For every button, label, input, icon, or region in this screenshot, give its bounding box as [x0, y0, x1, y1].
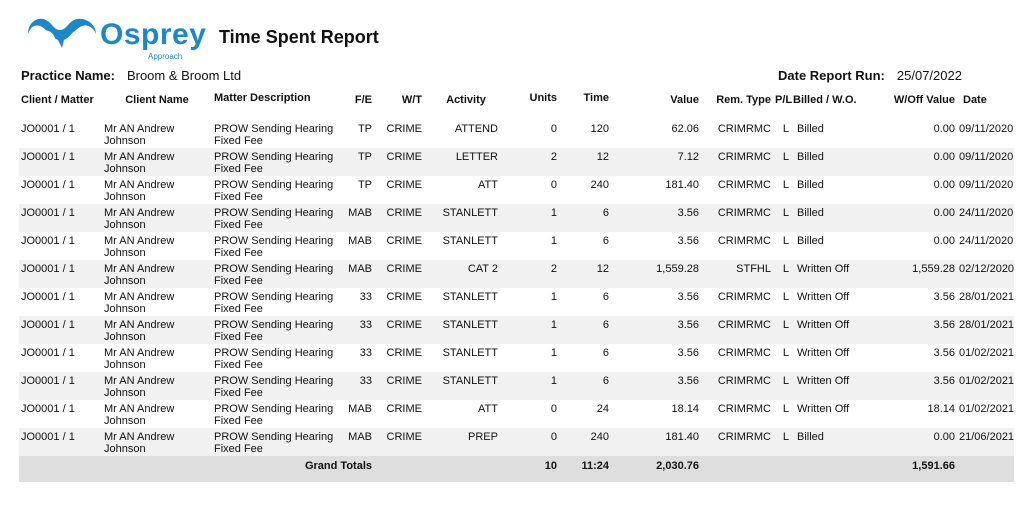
- cell-fe: 33: [359, 347, 372, 359]
- cell-rem-type: CRIMRMC: [701, 428, 773, 456]
- total-woff-value: 1,591.66: [873, 456, 957, 482]
- cell-time: 6: [602, 235, 609, 247]
- cell-billed-wo: Billed: [797, 235, 824, 247]
- cell-matter-description: PROW Sending Hearing Fixed Fee: [214, 179, 334, 203]
- cell-date: 01/02/2021: [957, 372, 1014, 400]
- cell-date: 09/11/2020: [959, 123, 1014, 135]
- logo-subtext: Approach: [148, 52, 183, 61]
- cell-pl: L: [773, 148, 791, 176]
- cell-activity: STANLETT: [424, 372, 508, 400]
- cell-fe: 33: [338, 316, 374, 344]
- cell-value: 181.40: [665, 179, 699, 191]
- cell-pl: L: [782, 123, 789, 135]
- cell-client-name: Mr AN Andrew Johnson: [102, 372, 212, 400]
- cell-pl: L: [773, 428, 791, 456]
- cell-value: 62.06: [671, 123, 699, 135]
- cell-wt: CRIME: [386, 123, 422, 135]
- cell-rem-type: CRIMRMC: [717, 235, 771, 247]
- col-date: Date: [963, 94, 987, 106]
- cell-client-matter: JO0001 / 1: [21, 235, 75, 247]
- cell-client-matter: JO0001 / 1: [19, 428, 102, 456]
- cell-time: 12: [559, 148, 611, 176]
- cell-matter-description: PROW Sending Hearing Fixed Fee: [214, 291, 334, 315]
- cell-fe: MAB: [338, 260, 374, 288]
- cell-billed-wo: Billed: [797, 123, 824, 135]
- cell-wt: CRIME: [386, 403, 422, 415]
- cell-client-name: Mr AN Andrew Johnson: [104, 291, 175, 315]
- cell-woff-value: 0.00: [873, 428, 957, 456]
- cell-billed-wo: Written Off: [791, 260, 873, 288]
- cell-client-name: Mr AN Andrew Johnson: [102, 260, 212, 288]
- table-row: [19, 260, 1014, 288]
- cell-wt: CRIME: [374, 372, 424, 400]
- cell-date: 24/11/2020: [959, 235, 1014, 247]
- cell-date: 21/06/2021: [957, 428, 1014, 456]
- cell-fe: MAB: [348, 403, 372, 415]
- date-report-run-value: 25/07/2022: [896, 68, 962, 83]
- cell-rem-type: CRIMRMC: [717, 179, 771, 191]
- practice-name-value: Broom & Broom Ltd: [126, 68, 242, 83]
- cell-client-name: Mr AN Andrew Johnson: [104, 347, 175, 371]
- col-client-name: Client Name: [125, 94, 189, 106]
- date-report-run-label: Date Report Run:: [778, 68, 885, 83]
- cell-matter-description: PROW Sending Hearing Fixed Fee: [214, 403, 334, 427]
- col-fe: F/E: [354, 94, 372, 106]
- table-row: [19, 288, 1014, 316]
- cell-time: 6: [559, 316, 611, 344]
- cell-client-matter: JO0001 / 1: [21, 347, 75, 359]
- cell-matter-description: PROW Sending Hearing Fixed Fee: [212, 204, 338, 232]
- cell-units: 0: [550, 123, 557, 135]
- cell-client-name: Mr AN Andrew Johnson: [104, 403, 175, 427]
- cell-fe: TP: [357, 179, 372, 191]
- osprey-logo: [24, 12, 224, 62]
- cell-activity: STANLETT: [442, 291, 498, 303]
- cell-wt: CRIME: [374, 316, 424, 344]
- cell-wt: CRIME: [374, 148, 424, 176]
- cell-matter-description: PROW Sending Hearing Fixed Fee: [212, 428, 338, 456]
- cell-wt: CRIME: [374, 428, 424, 456]
- cell-value: 3.56: [677, 235, 699, 247]
- cell-time: 120: [590, 123, 609, 135]
- cell-date: 09/11/2020: [957, 148, 1014, 176]
- cell-rem-type: STFHL: [701, 260, 773, 288]
- cell-woff-value: 1,559.28: [873, 260, 957, 288]
- cell-time: 12: [559, 260, 611, 288]
- cell-woff-value: 0.00: [873, 148, 957, 176]
- date-report-run: [778, 68, 962, 83]
- cell-wt: CRIME: [374, 260, 424, 288]
- cell-date: 01/02/2021: [959, 347, 1014, 359]
- table-row: [19, 316, 1014, 344]
- table-row: [19, 344, 1014, 372]
- cell-units: 1: [550, 235, 557, 247]
- cell-date: 09/11/2020: [959, 179, 1014, 191]
- cell-client-name: Mr AN Andrew Johnson: [102, 428, 212, 456]
- cell-client-matter: JO0001 / 1: [19, 316, 102, 344]
- time-spent-table: [19, 90, 1014, 482]
- cell-woff-value: 3.56: [873, 372, 957, 400]
- cell-rem-type: CRIMRMC: [701, 204, 773, 232]
- cell-activity: PREP: [424, 428, 508, 456]
- cell-value: 3.56: [677, 291, 699, 303]
- col-wt: W/T: [401, 94, 422, 106]
- cell-client-name: Mr AN Andrew Johnson: [102, 148, 212, 176]
- cell-matter-description: PROW Sending Hearing Fixed Fee: [214, 235, 334, 259]
- cell-time: 240: [590, 179, 609, 191]
- table-row: [19, 428, 1014, 456]
- cell-client-name: Mr AN Andrew Johnson: [102, 316, 212, 344]
- cell-date: 28/01/2021: [959, 291, 1014, 303]
- cell-time: 6: [559, 372, 611, 400]
- cell-client-name: Mr AN Andrew Johnson: [104, 179, 175, 203]
- cell-client-matter: JO0001 / 1: [19, 260, 102, 288]
- cell-woff-value: 3.56: [873, 316, 957, 344]
- cell-value: 7.12: [611, 148, 701, 176]
- cell-rem-type: CRIMRMC: [701, 316, 773, 344]
- practice-name: [21, 68, 241, 83]
- cell-client-name: Mr AN Andrew Johnson: [104, 235, 175, 259]
- cell-billed-wo: Written Off: [797, 347, 850, 359]
- cell-wt: CRIME: [374, 204, 424, 232]
- cell-date: 02/12/2020: [957, 260, 1014, 288]
- cell-woff-value: 0.00: [933, 235, 955, 247]
- cell-activity: CAT 2: [424, 260, 508, 288]
- table-header-row: [19, 90, 1014, 120]
- cell-matter-description: PROW Sending Hearing Fixed Fee: [214, 347, 334, 371]
- cell-fe: 33: [338, 372, 374, 400]
- grand-totals-row: [19, 456, 1014, 482]
- cell-rem-type: CRIMRMC: [701, 372, 773, 400]
- cell-fe: 33: [359, 291, 372, 303]
- table-row: [19, 120, 1014, 148]
- cell-billed-wo: Billed: [797, 179, 824, 191]
- cell-time: 240: [559, 428, 611, 456]
- cell-activity: ATT: [478, 403, 498, 415]
- cell-billed-wo: Billed: [791, 428, 873, 456]
- cell-activity: LETTER: [424, 148, 508, 176]
- cell-woff-value: 0.00: [933, 179, 955, 191]
- cell-woff-value: 3.56: [933, 347, 955, 359]
- cell-value: 3.56: [677, 347, 699, 359]
- osprey-bird-icon: [24, 12, 100, 52]
- cell-billed-wo: Written Off: [791, 316, 873, 344]
- cell-rem-type: CRIMRMC: [717, 123, 771, 135]
- cell-billed-wo: Billed: [791, 204, 873, 232]
- cell-units: 1: [550, 291, 557, 303]
- cell-units: 1: [508, 316, 559, 344]
- cell-fe: MAB: [348, 235, 372, 247]
- cell-value: 1,559.28: [611, 260, 701, 288]
- cell-wt: CRIME: [386, 179, 422, 191]
- col-activity: Activity: [446, 94, 486, 106]
- col-time: Time: [583, 92, 609, 104]
- col-pl: P/L: [775, 94, 793, 106]
- cell-units: 0: [550, 179, 557, 191]
- cell-value: 3.56: [611, 316, 701, 344]
- cell-time: 6: [602, 291, 609, 303]
- cell-units: 0: [550, 403, 557, 415]
- cell-client-matter: JO0001 / 1: [21, 179, 75, 191]
- cell-client-matter: JO0001 / 1: [19, 148, 102, 176]
- cell-time: 6: [559, 204, 611, 232]
- col-units: Units: [529, 92, 557, 104]
- cell-pl: L: [773, 316, 791, 344]
- cell-wt: CRIME: [386, 347, 422, 359]
- cell-client-matter: JO0001 / 1: [21, 291, 75, 303]
- cell-matter-description: PROW Sending Hearing Fixed Fee: [212, 260, 338, 288]
- total-units: 10: [508, 456, 559, 482]
- cell-matter-description: PROW Sending Hearing Fixed Fee: [212, 148, 338, 176]
- cell-pl: L: [773, 372, 791, 400]
- cell-pl: L: [773, 260, 791, 288]
- cell-client-matter: JO0001 / 1: [19, 204, 102, 232]
- cell-pl: L: [773, 204, 791, 232]
- cell-date: 28/01/2021: [957, 316, 1014, 344]
- table-row: [19, 148, 1014, 176]
- cell-client-name: Mr AN Andrew Johnson: [102, 204, 212, 232]
- col-matter-description: Matter Description: [214, 92, 311, 104]
- cell-rem-type: CRIMRMC: [717, 403, 771, 415]
- cell-billed-wo: Billed: [791, 148, 873, 176]
- cell-date: 01/02/2021: [959, 403, 1014, 415]
- cell-units: 1: [508, 372, 559, 400]
- table-row: [19, 400, 1014, 428]
- col-value: Value: [670, 94, 699, 106]
- cell-activity: STANLETT: [424, 204, 508, 232]
- cell-pl: L: [782, 291, 789, 303]
- table-row: [19, 176, 1014, 204]
- col-woff-value: W/Off Value: [893, 94, 955, 106]
- cell-matter-description: PROW Sending Hearing Fixed Fee: [214, 123, 334, 147]
- cell-pl: L: [782, 179, 789, 191]
- cell-activity: STANLETT: [442, 347, 498, 359]
- cell-units: 0: [508, 428, 559, 456]
- cell-pl: L: [782, 403, 789, 415]
- cell-fe: TP: [357, 123, 372, 135]
- cell-rem-type: CRIMRMC: [717, 291, 771, 303]
- cell-units: 2: [508, 148, 559, 176]
- cell-fe: MAB: [338, 428, 374, 456]
- total-value: 2,030.76: [611, 456, 701, 482]
- practice-name-label: Practice Name:: [21, 68, 115, 83]
- cell-client-name: Mr AN Andrew Johnson: [104, 123, 175, 147]
- cell-time: 6: [602, 347, 609, 359]
- cell-pl: L: [782, 235, 789, 247]
- cell-value: 3.56: [611, 372, 701, 400]
- cell-activity: STANLETT: [424, 316, 508, 344]
- table-row: [19, 372, 1014, 400]
- cell-units: 1: [550, 347, 557, 359]
- cell-client-matter: JO0001 / 1: [21, 123, 75, 135]
- cell-pl: L: [782, 347, 789, 359]
- cell-value: 18.14: [671, 403, 699, 415]
- cell-activity: STANLETT: [442, 235, 498, 247]
- cell-units: 2: [508, 260, 559, 288]
- col-rem-type: Rem. Type: [716, 94, 771, 106]
- total-time: 11:24: [559, 456, 611, 482]
- cell-woff-value: 18.14: [927, 403, 955, 415]
- cell-fe: MAB: [338, 204, 374, 232]
- cell-matter-description: PROW Sending Hearing Fixed Fee: [212, 372, 338, 400]
- cell-date: 24/11/2020: [957, 204, 1014, 232]
- cell-wt: CRIME: [386, 291, 422, 303]
- cell-billed-wo: Written Off: [797, 291, 850, 303]
- cell-woff-value: 3.56: [933, 291, 955, 303]
- cell-value: 181.40: [611, 428, 701, 456]
- col-client-matter: Client / Matter: [21, 94, 94, 106]
- cell-units: 1: [508, 204, 559, 232]
- report-title: Time Spent Report: [219, 27, 379, 47]
- cell-billed-wo: Written Off: [797, 403, 850, 415]
- cell-value: 3.56: [611, 204, 701, 232]
- cell-billed-wo: Written Off: [791, 372, 873, 400]
- table-row: [19, 204, 1014, 232]
- cell-rem-type: CRIMRMC: [717, 347, 771, 359]
- cell-client-matter: JO0001 / 1: [21, 403, 75, 415]
- cell-client-matter: JO0001 / 1: [19, 372, 102, 400]
- grand-totals-label: Grand Totals: [212, 456, 374, 482]
- cell-activity: ATTEND: [454, 123, 498, 135]
- cell-activity: ATT: [478, 179, 498, 191]
- cell-woff-value: 0.00: [873, 204, 957, 232]
- cell-time: 24: [596, 403, 609, 415]
- cell-wt: CRIME: [386, 235, 422, 247]
- table-row: [19, 232, 1014, 260]
- cell-woff-value: 0.00: [933, 123, 955, 135]
- cell-fe: TP: [338, 148, 374, 176]
- cell-matter-description: PROW Sending Hearing Fixed Fee: [212, 316, 338, 344]
- logo-text: Osprey: [100, 18, 207, 51]
- col-billed-wo: Billed / W.O.: [793, 94, 857, 106]
- cell-rem-type: CRIMRMC: [701, 148, 773, 176]
